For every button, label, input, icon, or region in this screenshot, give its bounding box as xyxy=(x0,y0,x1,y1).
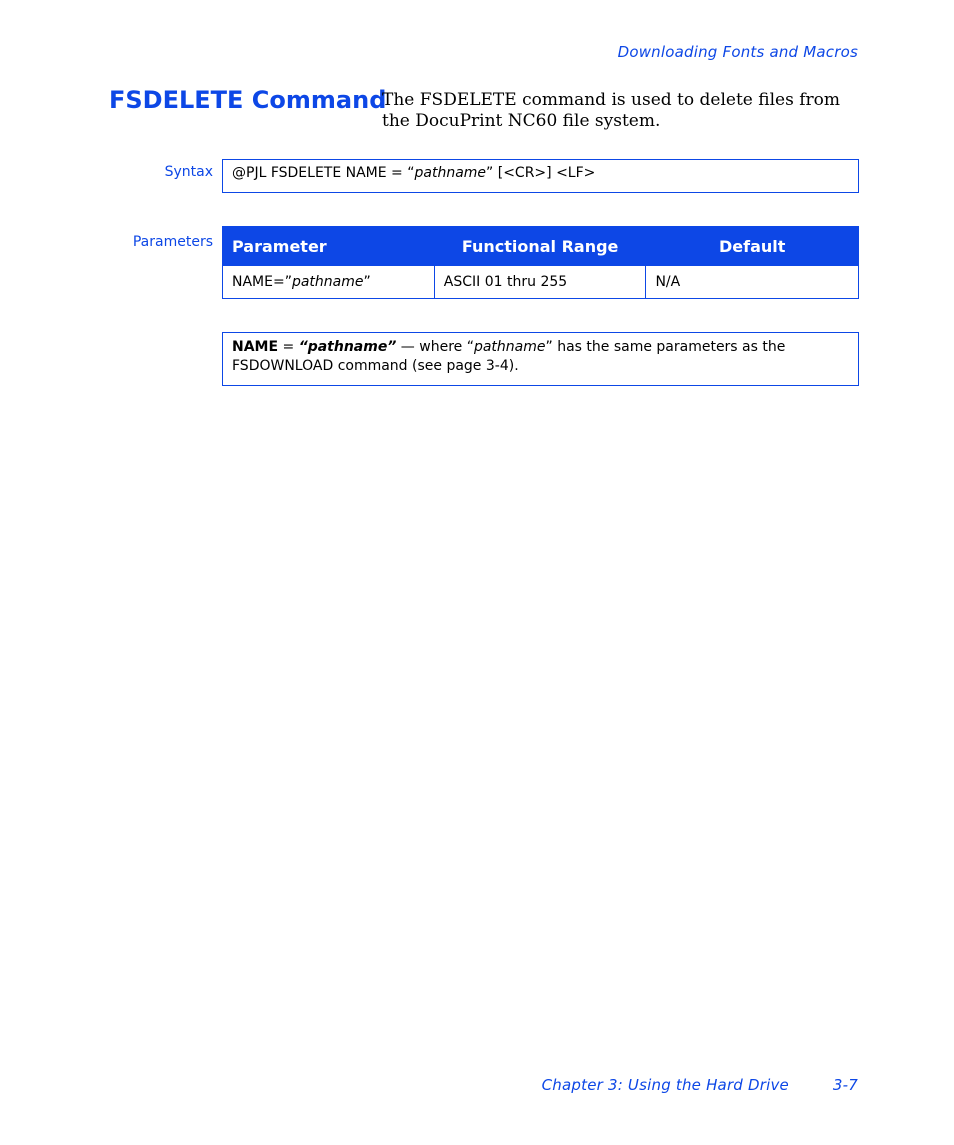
note-value: “pathname” xyxy=(298,339,397,355)
note-eq: = xyxy=(278,339,299,355)
note-rest: ” has the same parameters as the FSDOWNLOAD command (see page 3-4). xyxy=(232,339,786,374)
cell-range: ASCII 01 thru 255 xyxy=(434,266,646,299)
syntax-label: Syntax xyxy=(164,164,213,180)
parameters-label: Parameters xyxy=(132,234,213,250)
param-italic: pathname xyxy=(291,274,364,290)
cell-parameter xyxy=(223,266,435,299)
param-prefix: NAME=” xyxy=(232,274,292,290)
running-header: Downloading Fonts and Macros xyxy=(617,43,858,61)
table-row xyxy=(223,266,859,299)
header-functional-range: Functional Range xyxy=(434,227,646,266)
syntax-param: pathname xyxy=(414,165,487,181)
section-intro: The FSDELETE command is used to delete files from the DocuPrint NC60 file system. xyxy=(382,90,840,131)
note-mid: — where “ xyxy=(396,339,474,355)
note-box xyxy=(222,332,859,386)
footer-page-number: 3-7 xyxy=(832,1076,858,1094)
footer-chapter: Chapter 3: Using the Hard Drive xyxy=(541,1076,789,1094)
parameters-table xyxy=(222,226,859,299)
note-italic: pathname xyxy=(473,339,546,355)
cell-default: N/A xyxy=(646,266,859,299)
syntax-prefix: @PJL FSDELETE NAME = “ xyxy=(232,165,415,181)
section-title: FSDELETE Command xyxy=(109,86,387,114)
table-header-row xyxy=(223,227,859,266)
syntax-suffix: ” [<CR>] <LF> xyxy=(486,165,596,181)
syntax-box xyxy=(222,159,859,193)
param-suffix: ” xyxy=(363,274,371,290)
note-key: NAME xyxy=(232,339,279,355)
header-parameter: Parameter xyxy=(223,227,435,266)
header-default: Default xyxy=(646,227,859,266)
